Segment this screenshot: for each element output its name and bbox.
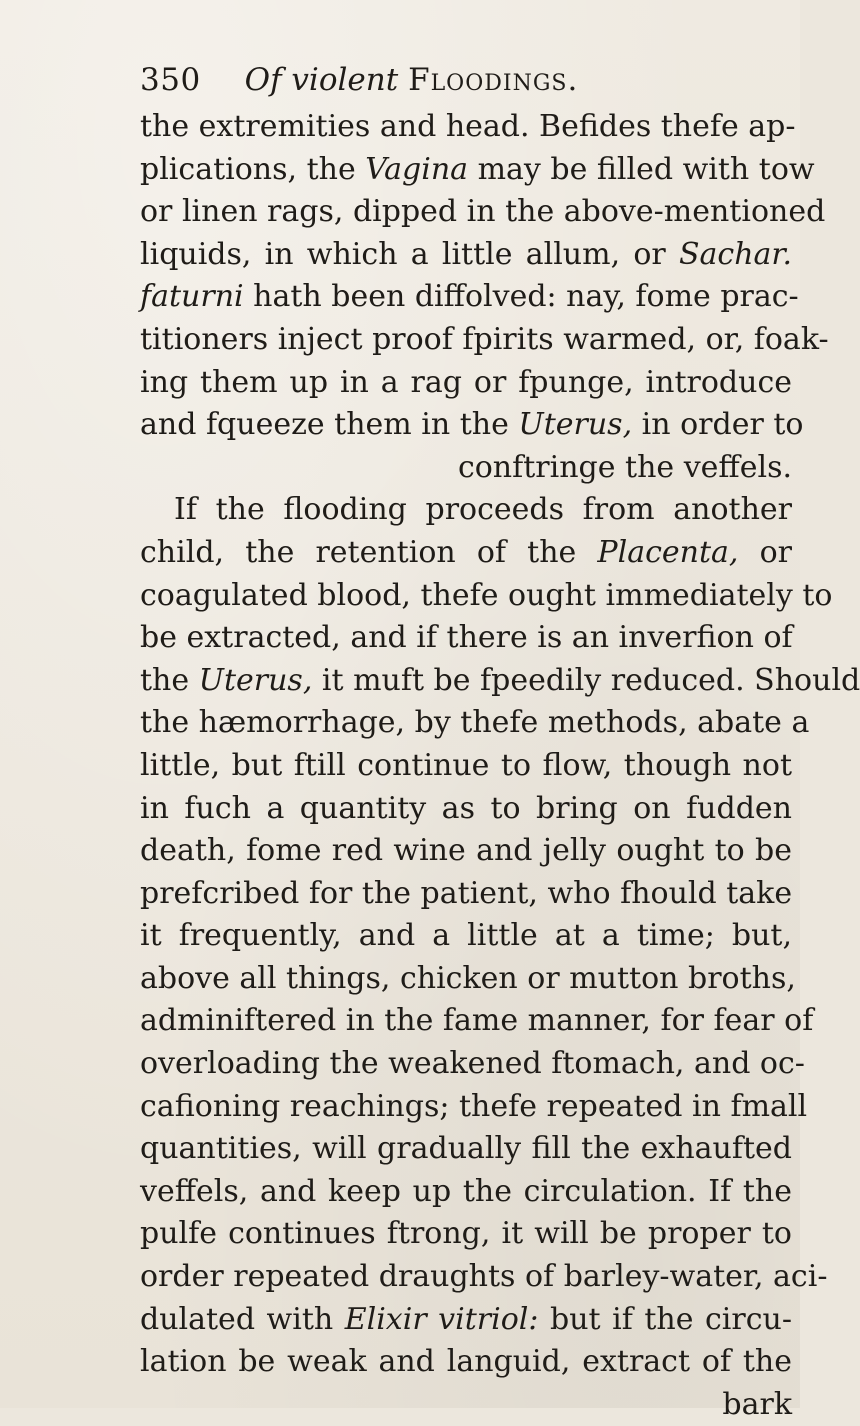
body-text: [140, 106, 860, 1426]
text-segment: be extracted, and if there is an inverfion of: [140, 620, 793, 656]
text-line: [140, 276, 799, 319]
text-line: [140, 617, 792, 660]
text-line: [140, 1000, 814, 1043]
text-line: [140, 447, 792, 490]
text-segment: but if the circu-: [538, 1301, 792, 1337]
text-segment: order repeated draughts of barley-water, aci-: [140, 1259, 828, 1295]
italic-text: Uterus,: [198, 662, 313, 698]
text-line: [140, 1128, 792, 1171]
italic-text: Uterus,: [518, 407, 633, 443]
italic-text: Vagina: [365, 151, 469, 187]
running-title-caps: Floodings.: [408, 62, 579, 98]
text-line: [140, 404, 804, 447]
text-segment: in order to: [632, 407, 804, 443]
text-segment: liquids, in which a little allum, or: [140, 236, 679, 272]
text-segment: pulfe continues ftrong, it will be proper to: [140, 1216, 792, 1252]
italic-text: Elixir vitriol:: [344, 1301, 539, 1337]
text-segment: dulated with: [140, 1301, 345, 1337]
text-line: [140, 319, 829, 362]
text-segment: bark: [722, 1386, 792, 1422]
text-line: [140, 1384, 792, 1426]
text-segment: death, fome red wine and jelly ought to be: [140, 833, 792, 869]
text-segment: quantities, will gradually fill the exhaufted: [140, 1131, 792, 1167]
text-line: [140, 702, 810, 745]
text-segment: adminiftered in the fame manner, for fear of: [140, 1003, 814, 1039]
text-line: [140, 234, 792, 277]
text-segment: or linen rags, dipped in the above-mentioned: [140, 194, 826, 230]
text-segment: little, but ftill continue to flow, though not: [140, 747, 792, 783]
italic-text: Placenta,: [597, 534, 739, 570]
text-segment: the extremities and head. Befides thefe ap-: [140, 109, 796, 144]
page-number: 350: [140, 62, 201, 98]
text-segment: hath been diffolved: nay, fome prac-: [243, 279, 799, 315]
text-segment: plications, the: [140, 151, 366, 187]
text-line: [140, 958, 796, 1001]
text-line: [140, 1213, 792, 1256]
text-segment: above all things, chicken or mutton broths,: [140, 960, 796, 996]
text-line: [140, 532, 792, 575]
text-segment: child, the retention of the: [140, 534, 598, 570]
text-segment: prefcribed for the patient, who fhould take: [140, 875, 793, 911]
text-line: [140, 575, 833, 618]
text-line: [140, 830, 792, 873]
text-segment: conftringe the veffels.: [457, 449, 792, 485]
text-line: [140, 1299, 792, 1342]
text-line: [140, 1256, 828, 1299]
text-segment: the hæmorrhage, by thefe methods, abate a: [140, 705, 810, 741]
text-segment: ing them up in a rag or fpunge, introduce: [140, 364, 792, 400]
text-line: [140, 362, 792, 405]
page-header: [140, 62, 700, 106]
text-line: [140, 106, 796, 149]
text-segment: overloading the weakened ftomach, and oc-: [140, 1046, 805, 1082]
text-segment: or: [738, 534, 792, 570]
text-line: [140, 191, 826, 234]
text-line: [140, 745, 792, 788]
text-segment: veffels, and keep up the circulation. If the: [140, 1173, 792, 1209]
text-line: [140, 660, 860, 703]
running-title-italic: Of violent: [244, 62, 399, 98]
text-segment: in fuch a quantity as to bring on fudden: [140, 790, 792, 826]
text-line: [140, 1171, 792, 1214]
text-segment: titioners inject proof fpirits warmed, or, foak-: [140, 321, 829, 357]
text-line: [140, 1341, 792, 1384]
text-segment: coagulated blood, thefe ought immediately to: [140, 577, 833, 613]
text-segment: and fqueeze them in the: [140, 407, 519, 443]
text-segment: the: [140, 662, 199, 698]
text-line: [140, 1043, 805, 1086]
text-segment: lation be weak and languid, extract of the: [140, 1344, 792, 1380]
text-segment: it muft be fpeedily reduced. Should: [312, 662, 860, 698]
text-segment: may be filled with tow: [468, 151, 815, 187]
text-line: [140, 915, 792, 958]
text-line: [140, 1086, 808, 1129]
italic-text: faturni: [140, 279, 244, 315]
text-line: [140, 788, 792, 831]
text-line: [140, 873, 792, 916]
italic-text: Sachar.: [678, 236, 792, 272]
text-line: [140, 149, 815, 192]
text-segment: cafioning reachings; thefe repeated in fmall: [140, 1088, 808, 1124]
running-title: [245, 62, 579, 98]
text-segment: it frequently, and a little at a time; but,: [140, 918, 792, 954]
text-segment: If the flooding proceeds from another: [174, 492, 792, 528]
text-line: [140, 489, 792, 532]
